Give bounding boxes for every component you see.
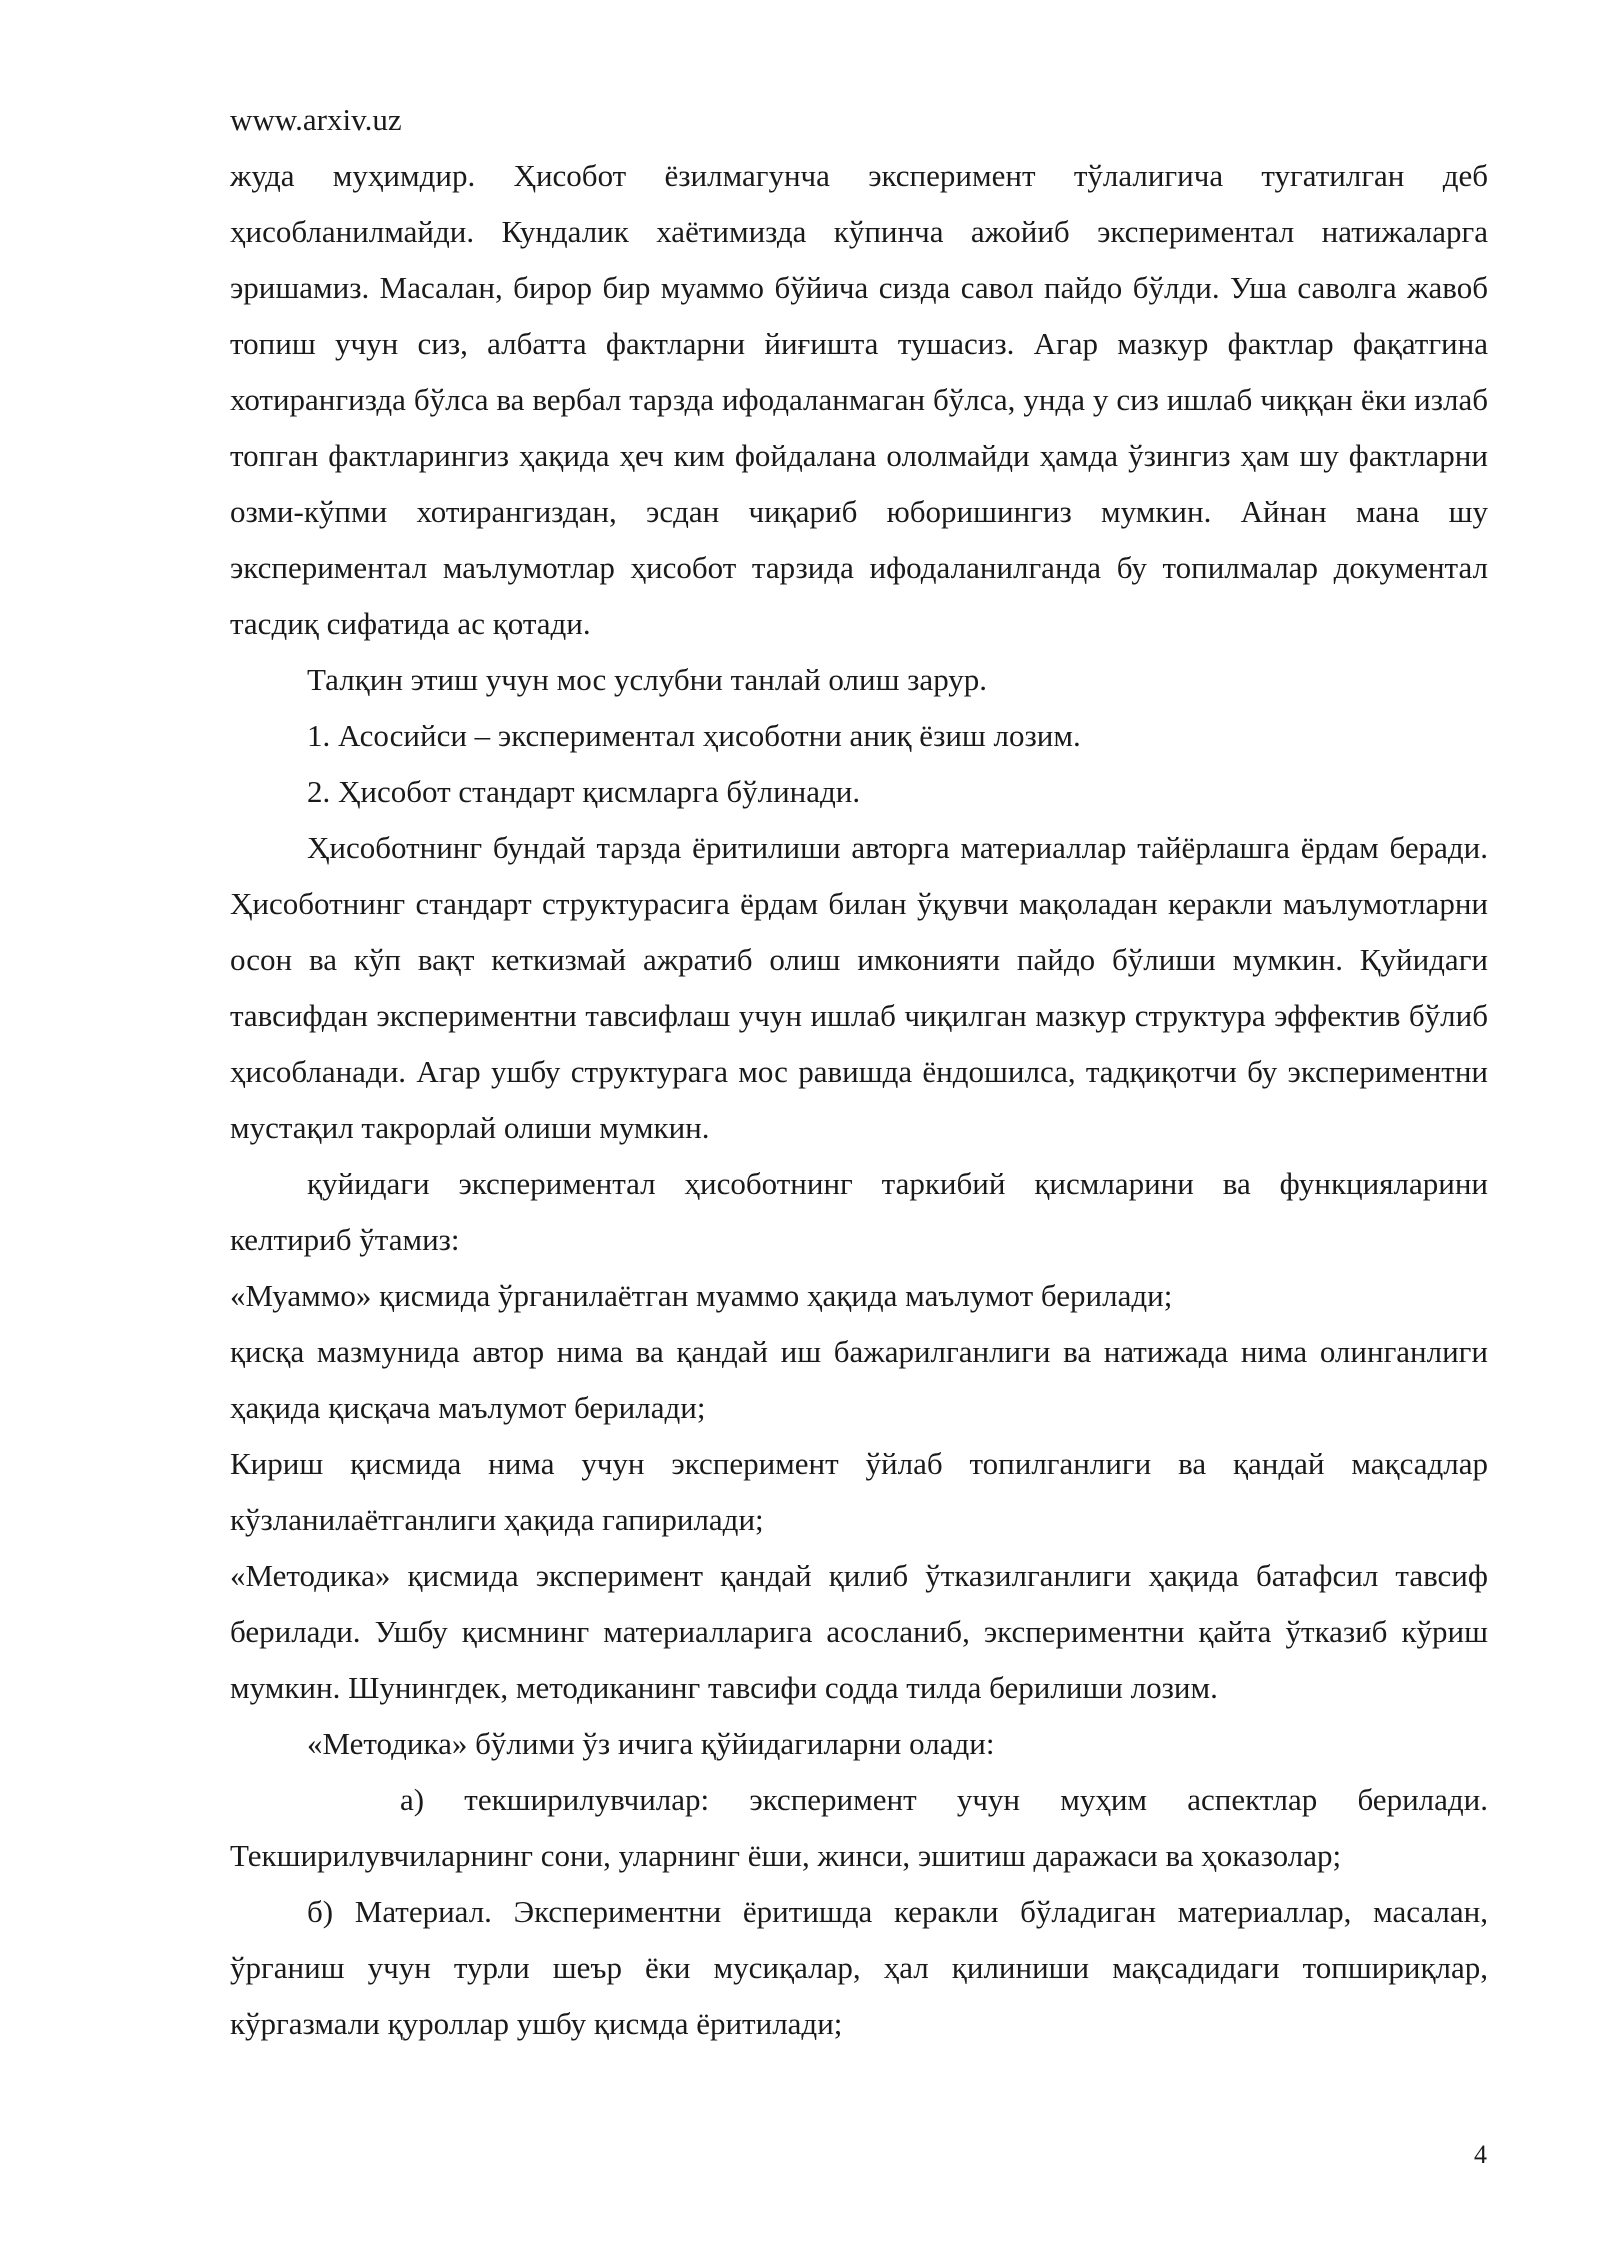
- document-page: [230, 92, 1488, 2052]
- list-item-2: 2. Ҳисобот стандарт қисмларга бўлинади.: [307, 774, 861, 809]
- paragraph-introduction-section: Кириш қисмида нима учун эксперимент ўйлаб топилганлиги ва қандай мақсадлар кўзланилаётганлиги ҳақида гапирилади;: [230, 1446, 1488, 1537]
- paragraph-report-importance: жуда муҳимдир. Ҳисобот ёзилмагунча эксперимент тўлалигича тугатилган деб ҳисобланилмайди. Кундалик хаётимизда кўпинча ажойиб экспериментал натижаларга эришамиз. Масалан, бирор бир муаммо бўйича сизда савол пайдо бўлди. Уша саволга жавоб топиш учун сиз, албатта фактларни йиғишта тушасиз. Агар мазкур фактлар фақатгина хотирангизда бўлса ва вербал тарзда ифодаланмаган бўлса, унда у сиз ишлаб чиққан ёки излаб топган фактларингиз ҳақида ҳеч ким фойдалана ололмайди ҳамда ўзингиз ҳам шу фактларни озми-кўпми хотирангиздан, эсдан чиқариб юборишингиз мумкин. Айнан мана шу экспериментал маълумотлар ҳисобот тарзида ифодаланилганда бу топилмалар документал тасдиқ сифатида ас қотади.: [230, 158, 1488, 641]
- paragraph-report-structure: Ҳисоботнинг бундай тарзда ёритилиши авторга материаллар тайёрлашга ёрдам беради. Ҳисоботнинг стандарт структурасига ёрдам билан ўқувчи мақоладан керакли маълумотларни осон ва кўп вақт кеткизмай ажратиб олиш имконияти пайдо бўлиши мумкин. Қуйидаги тавсифдан экспериментни тавсифлаш учун ишлаб чиқилган мазкур структура эффектив бўлиб ҳисобланади. Агар ушбу структурага мос равишда ёндошилса, тадқиқотчи бу экспериментни мустақил такрорлай олиши мумкин.: [230, 830, 1488, 1145]
- list-item-1: 1. Асосийси – экспериментал ҳисоботни аниқ ёзиш лозим.: [307, 718, 1081, 753]
- paragraph-method-section: «Методика» қисмида эксперимент қандай қилиб ўтказилганлиги ҳақида батафсил тавсиф берилади. Ушбу қисмнинг материалларига асосланиб, экспериментни қайта ўтказиб кўриш мумкин. Шунингдек, методиканинг тавсифи содда тилда берилиши лозим.: [230, 1558, 1488, 1705]
- paragraph-interpretation: Талқин этиш учун мос услубни танлай олиш зарур.: [307, 662, 988, 697]
- paragraph-method-contents: «Методика» бўлими ўз ичига қўйидагиларни олади:: [307, 1726, 995, 1761]
- paragraph-subjects: а) текширилувчилар: эксперимент учун муҳим аспектлар берилади. Текширилувчиларнинг сони, уларнинг ёши, жинси, эшитиш даражаси ва ҳоказолар;: [230, 1782, 1488, 1873]
- paragraph-material: б) Материал. Экспериментни ёритишда керакли бўладиган материаллар, масалан, ўрганиш учун турли шеър ёки мусиқалар, ҳал қилиниши мақсадидаги топшириқлар, кўргазмали қуроллар ушбу қисмда ёритилади;: [230, 1894, 1488, 2041]
- paragraph-components-intro: қуйидаги экспериментал ҳисоботнинг таркибий қисмларини ва функцияларини келтириб ўтамиз:: [230, 1166, 1488, 1257]
- paragraph-summary-section: қисқа мазмунида автор нима ва қандай иш бажарилганлиги ва натижада нима олинганлиги ҳақида қисқача маълумот берилади;: [230, 1334, 1488, 1425]
- site-header: www.arxiv.uz: [230, 102, 402, 137]
- paragraph-problem-section: «Муаммо» қисмида ўрганилаётган муаммо ҳақида маълумот берилади;: [230, 1278, 1173, 1313]
- page-number: 4: [1474, 2140, 1487, 2169]
